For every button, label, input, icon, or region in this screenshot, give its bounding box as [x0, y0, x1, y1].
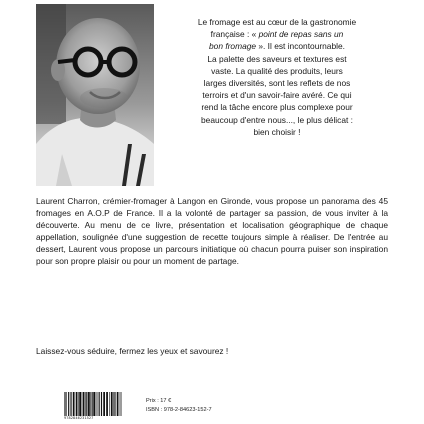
barcode-bar	[82, 392, 83, 416]
intro-line: La palette des saveurs et textures est	[207, 53, 347, 64]
intro-line: larges diversités, sont les reflets de nos	[203, 78, 351, 89]
barcode-bar	[73, 392, 75, 416]
barcode-bar	[114, 392, 115, 416]
isbn-barcode	[64, 392, 122, 422]
intro-line: rend la tâche encore plus complexe pour	[201, 102, 353, 113]
barcode-bar	[64, 392, 65, 416]
barcode-bar	[93, 392, 95, 416]
closing-line: Laissez-vous séduire, fermez les yeux et savourez !	[36, 346, 229, 356]
barcode-bar	[85, 392, 86, 416]
barcode-bar	[68, 392, 69, 416]
intro-line: Le fromage est au cœur de la gastronomie	[197, 17, 357, 27]
barcode-bar	[66, 392, 67, 416]
barcode-bar	[88, 392, 90, 416]
barcode-bar	[121, 392, 122, 416]
barcode-bar	[76, 392, 78, 416]
intro-line: française : « point de repas sans un	[210, 29, 344, 40]
barcode-bar	[70, 392, 71, 416]
intro-line: terroirs et d'un savoir-faire avéré. Ce qui	[202, 90, 352, 101]
intro-line: beaucoup d'entre nous..., le plus délicat :	[201, 114, 353, 125]
intro-line: bon fromage ». Il est incontournable.	[209, 41, 345, 52]
isbn-label: ISBN : 978-2-84623-152-7	[146, 407, 212, 413]
barcode-digits: 9782846231527	[64, 416, 94, 420]
intro-paragraph	[166, 16, 388, 138]
barcode-bar	[86, 392, 87, 416]
barcode-bar	[113, 392, 114, 416]
barcode-bar	[106, 392, 108, 416]
barcode-bar	[109, 392, 110, 416]
author-portrait-photo	[36, 4, 154, 186]
barcode-bar	[92, 392, 93, 416]
barcode-bar	[90, 392, 91, 416]
barcode-bar	[79, 392, 81, 416]
barcode-bar	[83, 392, 85, 416]
barcode-bar	[117, 392, 119, 416]
barcode-bar	[97, 392, 98, 416]
barcode-bar	[120, 392, 121, 416]
barcode-bar	[65, 392, 66, 416]
barcode-bar	[99, 392, 100, 416]
barcode-bar	[111, 392, 113, 416]
barcode-bars-icon	[64, 392, 122, 416]
price-label: Prix : 17 €	[146, 398, 172, 404]
barcode-bar	[103, 392, 105, 416]
barcode-bar	[101, 392, 102, 416]
barcode-bar	[78, 392, 79, 416]
author-description-paragraph: Laurent Charron, crémier-fromager à Langon en Gironde, vous propose un panorama des 45 fromages en A.O.P de France. Il a la volonté de partager sa passion, de vous inviter à la découverte. Au menu de ce livre, présentation et localisation géographique de chaque appellation, soulignée d'une suggestion de recette toujours simple à réaliser. De l'entrée au dessert, Laurent vous propose un parcours initiatique où chacun pourra puiser son inspiration pour son propre plaisir ou pour un moment de partage.	[36, 196, 388, 266]
intro-line: vaste. La qualité des produits, leurs	[211, 65, 343, 76]
author-portrait-image	[36, 4, 154, 186]
barcode-bar	[96, 392, 97, 416]
price-isbn-block	[146, 397, 212, 415]
intro-line: bien choisir !	[253, 126, 301, 137]
